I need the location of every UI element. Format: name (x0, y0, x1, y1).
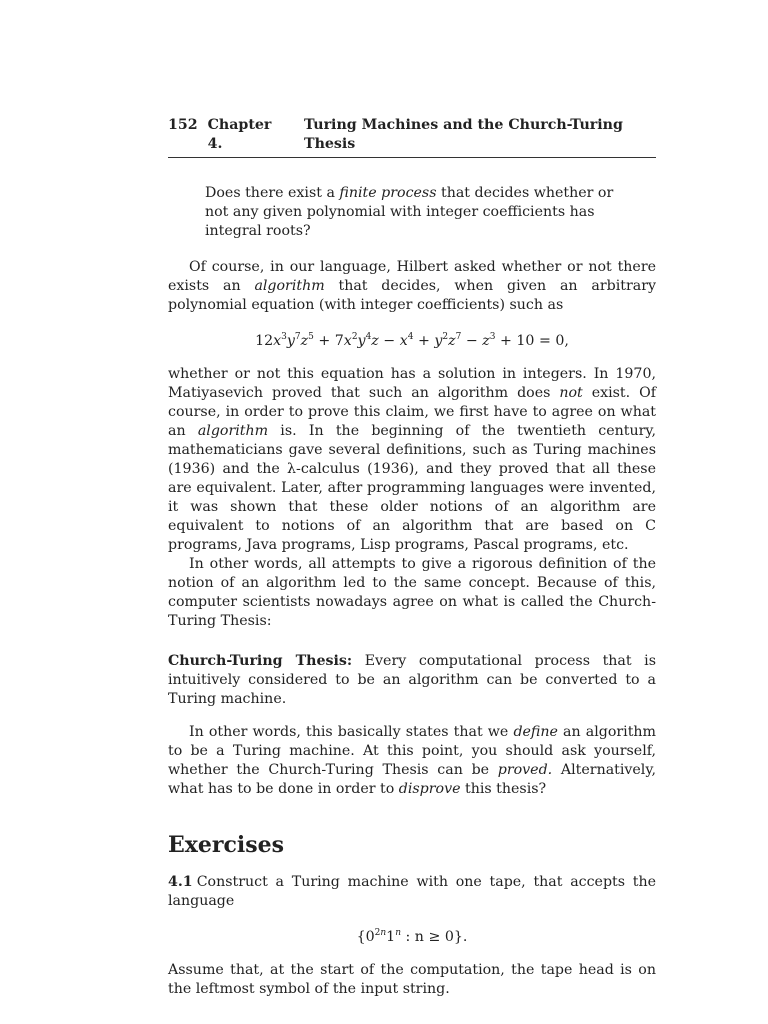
equation-tail: = 0, (534, 333, 569, 349)
chapter-title: Turing Machines and the Church-Turing Thesis (304, 117, 623, 152)
para4-emphasis-3: disprove (398, 781, 461, 797)
page-body (168, 116, 656, 999)
para2-text-2: exist. Of course, in order to prove this claim, we first have to agree on what an (168, 385, 656, 439)
para4-text-2: an algorithm to be a Turing machine. At this point, you should ask yourself, whether the Church-Turing Thesis can be (168, 724, 656, 778)
exercise-number: 4.1 (168, 874, 193, 890)
para4-text-1: In other words, this basically states that we (189, 724, 514, 740)
polynomial-equation: $12x^3y^7z^5 + 7x^2y^4z - x^4 + y^2z^7 - z^3 + 10 = 0$, (255, 332, 569, 349)
quote-text-1: Does there exist a (205, 185, 340, 201)
exercise-text: Construct a Turing machine with one tape, that accepts the language (168, 874, 656, 909)
para4-emphasis-2: proved. (497, 762, 553, 778)
running-head (168, 116, 656, 158)
para4-emphasis-1: define (513, 724, 558, 740)
thesis-text: Every computational process that is intuitively considered to be an algorithm can be converted to a Turing machine. (168, 653, 656, 707)
exercise-followup: Assume that, at the start of the computation, the tape head is on the leftmost symbol of the input string. (168, 962, 656, 997)
para1-emphasis: algorithm (254, 278, 325, 294)
language-set: {$0^{2n}1^n$ : n ≥ 0}. (356, 928, 468, 945)
para2-text-1: whether or not this equation has a solution in integers. In 1970, Matiyasevich proved that such an algorithm does (168, 366, 656, 401)
exercises-heading: Exercises (168, 832, 284, 858)
quote-text-2: that decides whether or not any given polynomial with integer coefficients has integral roots? (205, 185, 614, 239)
paragraph-hilbert (168, 258, 656, 315)
paragraph-rigorous: In other words, all attempts to give a rigorous definition of the notion of an algorithm led to the same concept. Because of this, computer scientists nowadays agree on what is called the Church-Turing Thesis: (168, 556, 656, 629)
exercise-4-1 (168, 873, 656, 911)
language-tail: : n ≥ 0}. (401, 929, 468, 945)
quote-emphasis: finite process (339, 185, 437, 201)
paragraph-define (168, 723, 656, 799)
para1-text-2: that decides, when given an arbitrary polynomial equation (with integer coefficients) such as (168, 278, 656, 313)
para2-text-3: is. In the beginning of the twentieth century, mathematicians gave several definitions, such as Turing machines (1936) and the λ-calculus (1936), and they proved that all these are equivalent. Later, after programming languages were invented, it was shown that these older notions of an algorithm are equivalent to notions of an algorithm that are based on C programs, Java programs, Lisp programs, Pascal programs, etc. (168, 423, 657, 553)
para2-emphasis-2: algorithm (197, 423, 269, 439)
para4-text-3: Alternatively, what has to be done in order to (168, 762, 656, 797)
church-turing-thesis (168, 652, 656, 709)
para2-emphasis-1: not (559, 385, 583, 401)
para1-text-1: Of course, in our language, Hilbert asked whether or not there exists an (168, 259, 656, 294)
hilbert-quote (205, 184, 636, 241)
para4-text-4: this thesis? (460, 781, 547, 797)
paragraph-matiyasevich (168, 365, 656, 555)
thesis-label: Church-Turing Thesis: (168, 653, 353, 669)
page-number: 152 (168, 117, 198, 133)
chapter-label: Chapter 4. (207, 117, 272, 152)
